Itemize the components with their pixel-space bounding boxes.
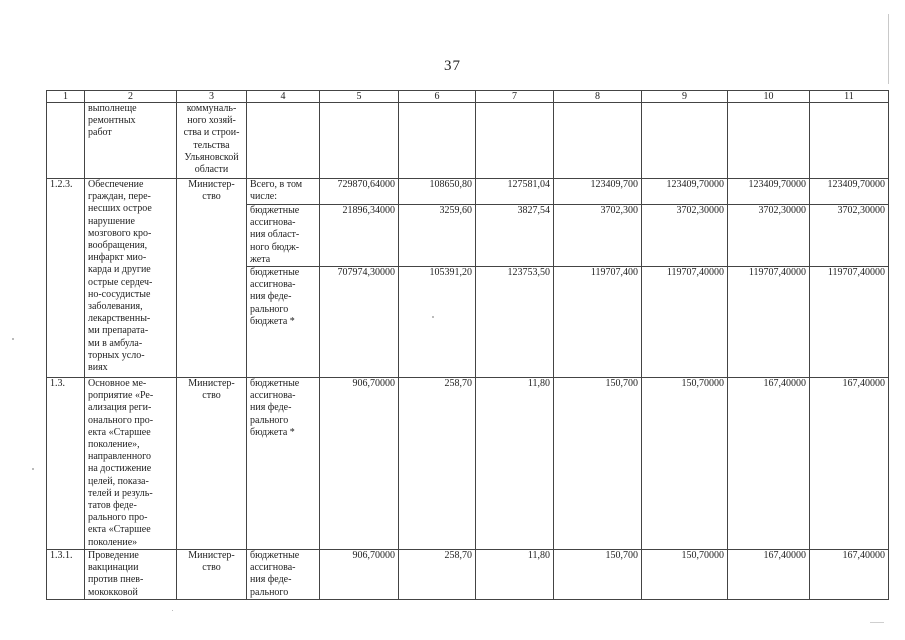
empty-cell xyxy=(642,103,728,179)
header-cell: 11 xyxy=(810,91,889,103)
value-cell: 258,70 xyxy=(399,378,476,550)
value-cell: 11,80 xyxy=(476,550,554,600)
header-cell: 1 xyxy=(47,91,85,103)
value-cell: 123409,700 xyxy=(554,179,642,205)
value-cell: 3702,30000 xyxy=(810,205,889,267)
table-row xyxy=(47,378,889,550)
header-cell: 2 xyxy=(85,91,177,103)
value-cell: 119707,40000 xyxy=(728,267,810,378)
value-cell: 3702,300 xyxy=(554,205,642,267)
funding-source-cell: бюджетные ассигнова- ния феде- рального xyxy=(247,550,320,600)
continuation-row xyxy=(47,103,889,179)
value-cell: 11,80 xyxy=(476,378,554,550)
description-cell: выполнеще ремонтных работ xyxy=(85,103,177,179)
description-cell: Основное ме- роприятие «Ре- ализация реги- ональногo про- екта «Старшее поколение», направленного на достижение целей, показа- телей и резуль- татов феде- рального про- екта «Старшее поколение» xyxy=(85,378,177,550)
value-cell: 906,70000 xyxy=(320,378,399,550)
value-cell: 21896,34000 xyxy=(320,205,399,267)
description-cell: Обеспечение граждан, пере- несших острое нарушение мозгового кро- вообращения, инфаркт мио- карда и другие острые сердеч- но-сосудистые заболевания, лекарственны- ми препарата- ми в амбула- торных усло- виях xyxy=(85,179,177,378)
value-cell: 150,70000 xyxy=(642,550,728,600)
value-cell: 108650,80 xyxy=(399,179,476,205)
value-cell: 3702,30000 xyxy=(728,205,810,267)
scan-speck xyxy=(32,468,34,470)
value-cell: 729870,64000 xyxy=(320,179,399,205)
value-cell: 167,40000 xyxy=(728,378,810,550)
value-cell: 127581,04 xyxy=(476,179,554,205)
header-cell: 8 xyxy=(554,91,642,103)
empty-cell xyxy=(320,103,399,179)
executor-cell: Министер- ство xyxy=(177,179,247,378)
header-row xyxy=(47,91,889,103)
value-cell: 3702,30000 xyxy=(642,205,728,267)
executor-cell: коммуналь- ного хозяй- ства и строи- тельства Ульяновской области xyxy=(177,103,247,179)
value-cell: 150,700 xyxy=(554,550,642,600)
funding-source-cell: бюджетные ассигнова- ния област- ного бюдж- жета xyxy=(247,205,320,267)
empty-cell xyxy=(554,103,642,179)
value-cell: 105391,20 xyxy=(399,267,476,378)
scan-speck xyxy=(432,316,434,318)
code-cell xyxy=(47,103,85,179)
header-cell: 4 xyxy=(247,91,320,103)
value-cell: 167,40000 xyxy=(810,378,889,550)
scan-speck xyxy=(172,610,173,611)
header-cell: 10 xyxy=(728,91,810,103)
value-cell: 150,700 xyxy=(554,378,642,550)
budget-table xyxy=(46,90,889,600)
scan-speck xyxy=(12,338,14,340)
header-cell: 5 xyxy=(320,91,399,103)
funding-source-cell: бюджетные ассигнова- ния феде- рального бюджета * xyxy=(247,378,320,550)
header-cell: 6 xyxy=(399,91,476,103)
empty-cell xyxy=(728,103,810,179)
funding-source-cell: Всего, в том числе: xyxy=(247,179,320,205)
value-cell: 167,40000 xyxy=(810,550,889,600)
value-cell: 3259,60 xyxy=(399,205,476,267)
code-cell: 1.3.1. xyxy=(47,550,85,600)
value-cell: 167,40000 xyxy=(728,550,810,600)
scan-speck xyxy=(870,622,884,623)
value-cell: 123409,70000 xyxy=(810,179,889,205)
empty-cell xyxy=(810,103,889,179)
value-cell: 3827,54 xyxy=(476,205,554,267)
funding-source-cell: бюджетные ассигнова- ния феде- рального бюджета * xyxy=(247,267,320,378)
description-cell: Проведение вакцинации против пнев- мококковой xyxy=(85,550,177,600)
page-number: 37 xyxy=(444,58,461,74)
scan-edge-line xyxy=(888,14,889,84)
value-cell: 123753,50 xyxy=(476,267,554,378)
executor-cell: Министер- ство xyxy=(177,378,247,550)
empty-cell xyxy=(476,103,554,179)
table-row xyxy=(47,550,889,600)
executor-cell: Министер- ство xyxy=(177,550,247,600)
value-cell: 707974,30000 xyxy=(320,267,399,378)
header-cell: 3 xyxy=(177,91,247,103)
value-cell: 119707,400 xyxy=(554,267,642,378)
value-cell: 150,70000 xyxy=(642,378,728,550)
value-cell: 119707,40000 xyxy=(642,267,728,378)
value-cell: 123409,70000 xyxy=(642,179,728,205)
value-cell: 119707,40000 xyxy=(810,267,889,378)
table-row xyxy=(47,179,889,205)
code-cell: 1.3. xyxy=(47,378,85,550)
empty-cell xyxy=(399,103,476,179)
value-cell: 906,70000 xyxy=(320,550,399,600)
value-cell: 258,70 xyxy=(399,550,476,600)
code-cell: 1.2.3. xyxy=(47,179,85,378)
header-cell: 9 xyxy=(642,91,728,103)
header-cell: 7 xyxy=(476,91,554,103)
value-cell: 123409,70000 xyxy=(728,179,810,205)
empty-cell xyxy=(247,103,320,179)
